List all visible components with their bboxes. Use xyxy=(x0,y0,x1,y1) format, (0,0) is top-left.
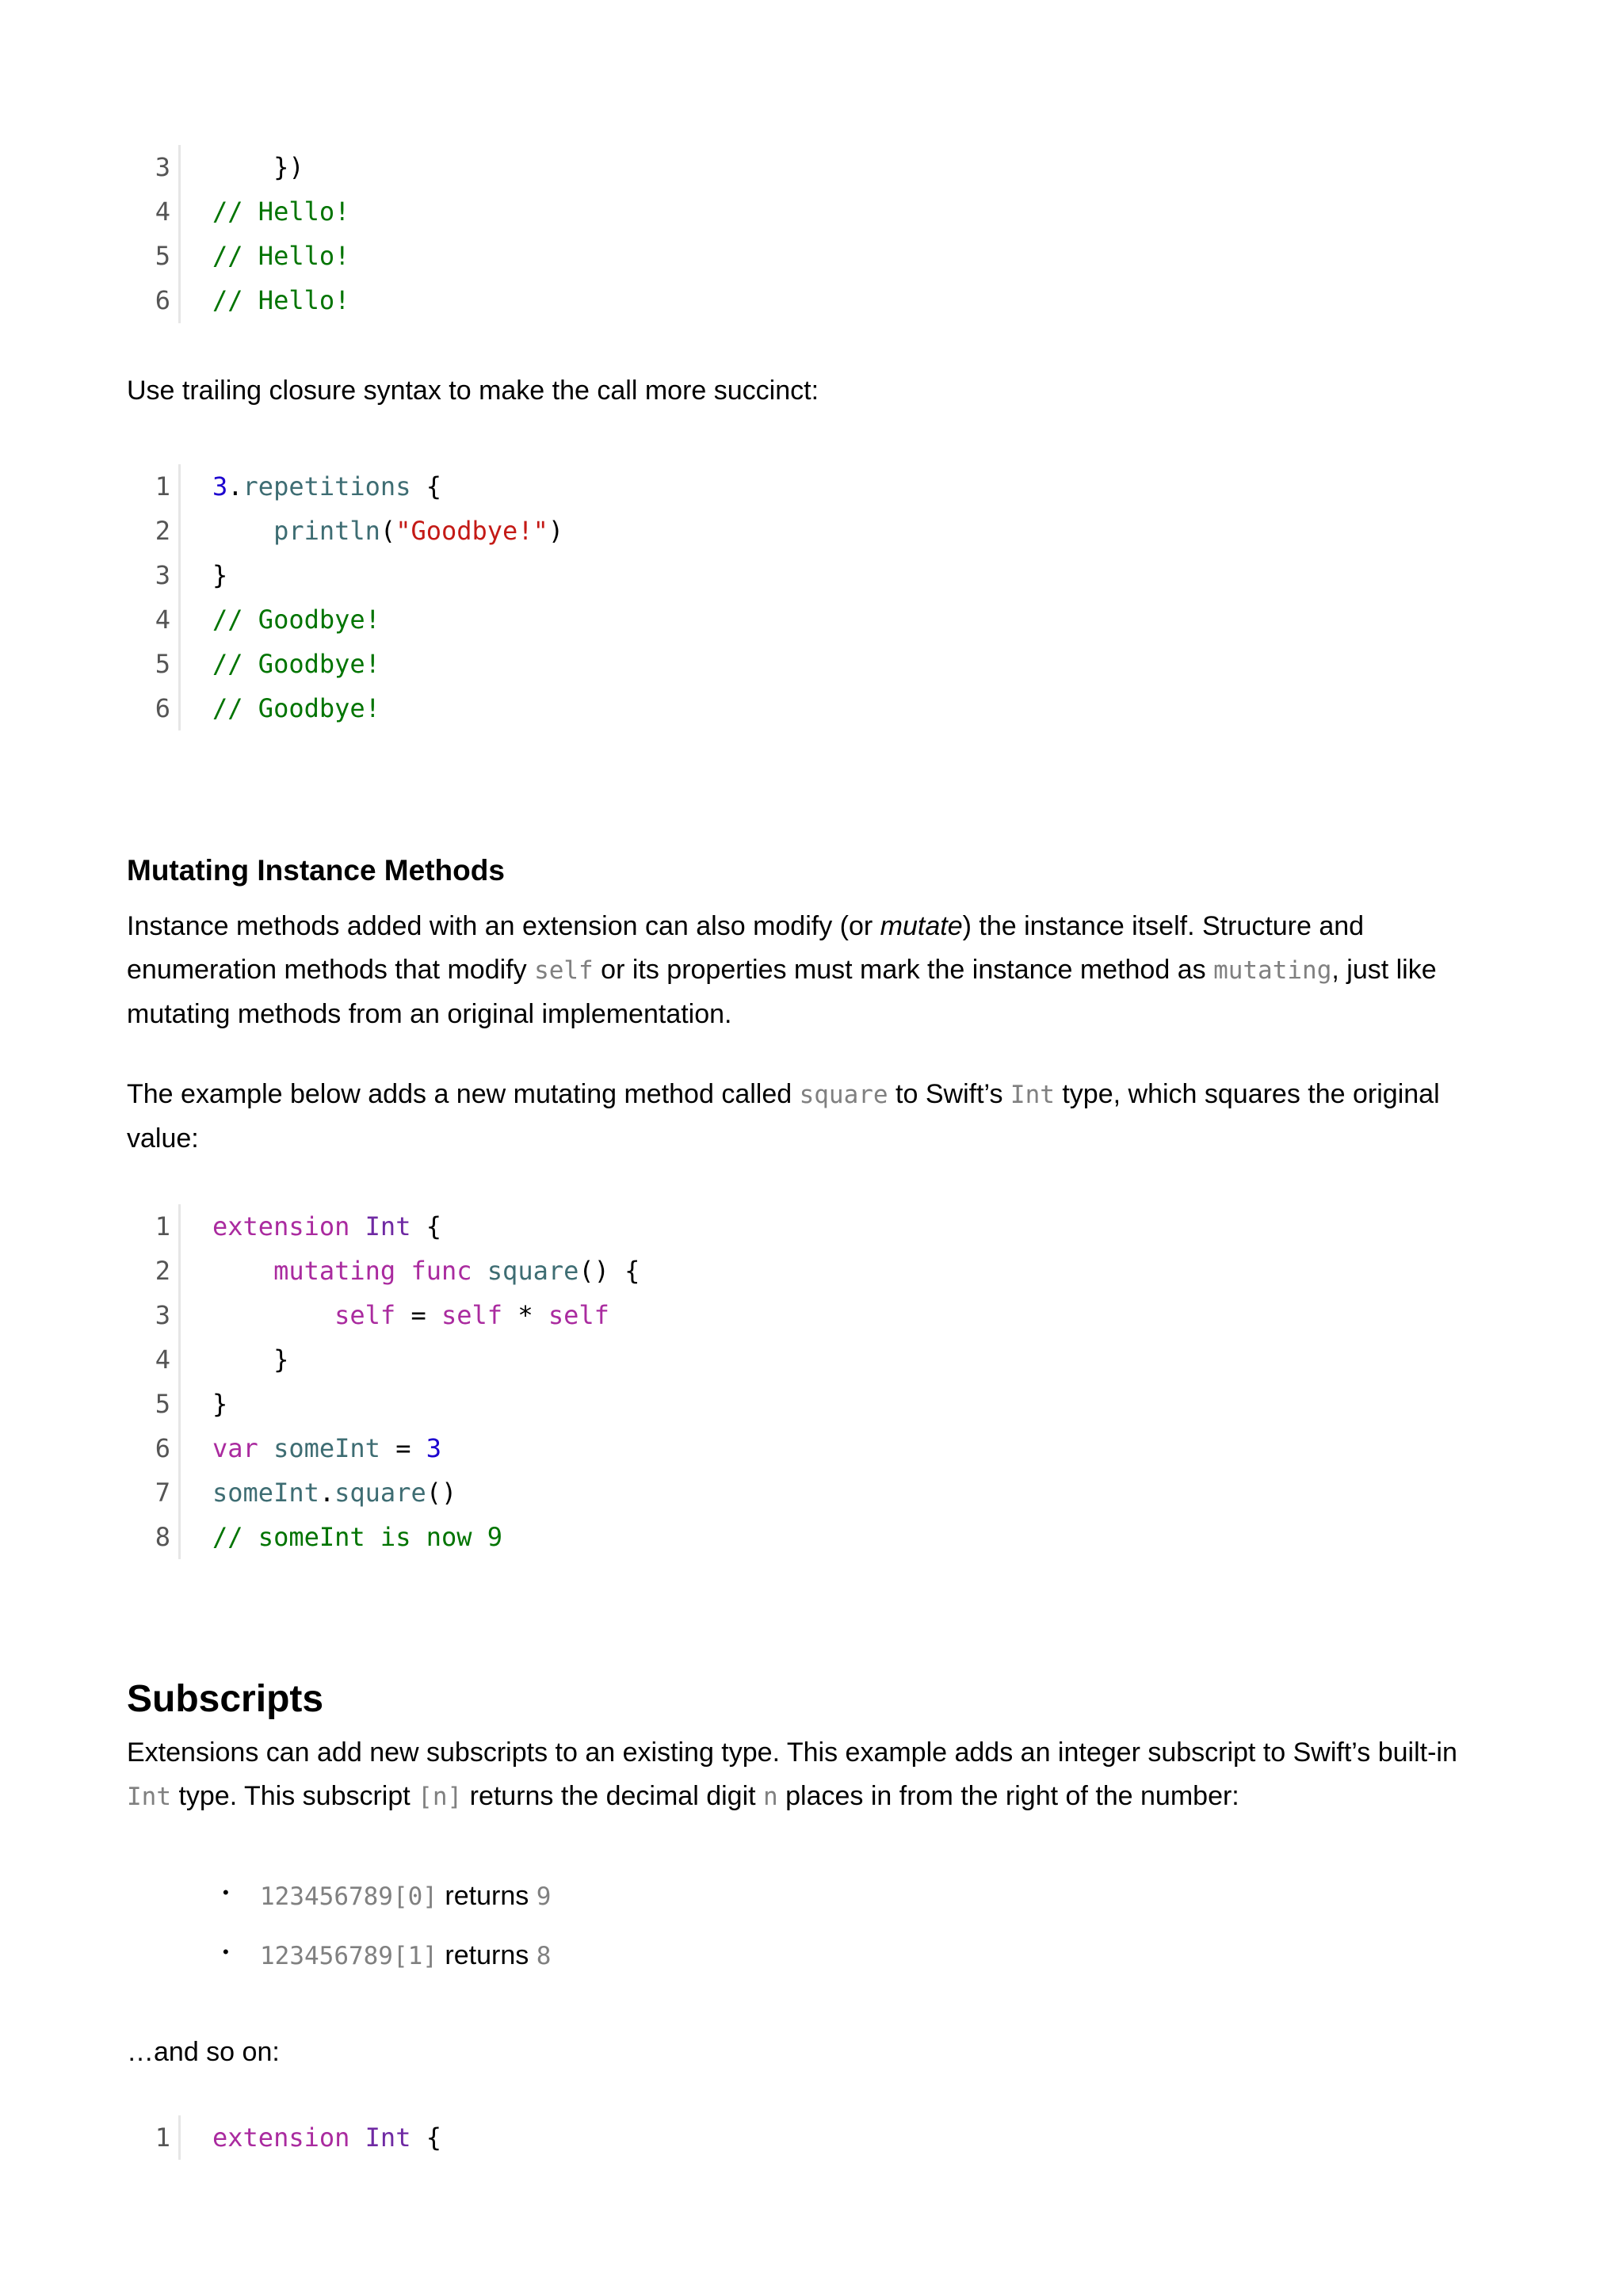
code-text: // Hello! xyxy=(212,285,350,315)
line-number: 4 xyxy=(155,1344,170,1375)
line-number: 3 xyxy=(155,560,170,590)
heading-mutating-instance-methods: Mutating Instance Methods xyxy=(127,854,505,887)
code-text: self = self * self xyxy=(334,1300,609,1330)
line-number: 6 xyxy=(155,693,170,723)
code-text: } xyxy=(212,560,228,590)
code-text: mutating func square() { xyxy=(273,1256,640,1286)
paragraph-mutating-1: Instance methods added with an extension can also modify (or mutate) the instance itself. Structure and enumeration methods that modify self or its properties must mark the instance method as mutating, just like mutating methods from an original implementation. xyxy=(127,911,1437,1029)
code-gutter xyxy=(178,2115,181,2160)
inline-code-subscript-n: [n] xyxy=(418,1783,463,1811)
line-number: 1 xyxy=(155,471,170,502)
code-text: } xyxy=(212,1344,289,1375)
code-text: }) xyxy=(212,152,304,182)
code-text: // Hello! xyxy=(212,241,350,271)
line-number: 5 xyxy=(155,1389,170,1419)
line-number: 5 xyxy=(155,649,170,679)
line-number: 2 xyxy=(155,516,170,546)
bullet-icon: • xyxy=(223,1942,229,1962)
line-number: 7 xyxy=(155,1478,170,1508)
line-number: 2 xyxy=(155,1256,170,1286)
line-number: 1 xyxy=(155,2122,170,2153)
document-page: 3 }) 4 // Hello! 5 // Hello! 6 // Hello! Use trailing closure syntax to make the call more succinct: 1 3.repetitions { 2 println("Goodbye!") 3 } 4 // Goodbye! 5 // Goodbye! 6 // Goodbye! Mutating Instance Methods Instance methods added with an extension can also modify (or mutate) the instance itself. Structure and enumeration methods that modify self or its properties must mark the instance method as mutating, just like mutating methods from an original implementation. The example below adds a new mutating method called square to Swift’s Int type, which squares the original value: 1 extension Int { 2 mutating func square() { 3 self = self * self 4 } 5 } 6 var someInt = 3 7 someInt.square() 8 // someInt is now 9 Subscripts Extensions can add new subscripts to an existing type. This example adds an integer subscript to Swift’s built-in Int type. This subscript [n] returns the decimal digit n places in from the right of the number: • 123456789[0] returns 9 • 123456789[1] returns 8 …and so on: 1 extension Int { xyxy=(0,0,1623,2296)
code-text: var someInt = 3 xyxy=(212,1433,441,1463)
code-text: extension Int { xyxy=(212,1211,441,1241)
code-text: println("Goodbye!") xyxy=(273,516,564,546)
code-gutter xyxy=(178,145,181,323)
inline-code-mutating: mutating xyxy=(1213,956,1332,985)
line-number: 5 xyxy=(155,241,170,271)
line-number: 8 xyxy=(155,1522,170,1552)
code-text: someInt.square() xyxy=(212,1478,457,1508)
heading-subscripts: Subscripts xyxy=(127,1678,324,1720)
inline-code-square: square xyxy=(799,1081,888,1109)
line-number: 3 xyxy=(155,152,170,182)
code-text: // Goodbye! xyxy=(212,649,380,679)
code-text: 3.repetitions { xyxy=(212,471,441,502)
line-number: 1 xyxy=(155,1211,170,1241)
code-text: // Hello! xyxy=(212,196,350,227)
paragraph-subscripts: Extensions can add new subscripts to an existing type. This example adds an integer subscript to Swift’s built-in Int type. This subscript [n] returns the decimal digit n places in from the right of the number: xyxy=(127,1737,1457,1811)
inline-code-int: Int xyxy=(1010,1081,1055,1109)
line-number: 4 xyxy=(155,605,170,635)
paragraph-and-so-on: …and so on: xyxy=(127,2037,280,2067)
line-number: 4 xyxy=(155,196,170,227)
line-number: 6 xyxy=(155,1433,170,1463)
code-text: // Goodbye! xyxy=(212,693,380,723)
line-number: 3 xyxy=(155,1300,170,1330)
paragraph-mutating-2: The example below adds a new mutating method called square to Swift’s Int type, which squares the original value: xyxy=(127,1079,1440,1154)
line-number: 6 xyxy=(155,285,170,315)
inline-code-int: Int xyxy=(127,1783,171,1811)
code-text: } xyxy=(212,1389,228,1419)
paragraph-trailing-closure: Use trailing closure syntax to make the call more succinct: xyxy=(127,376,819,406)
code-text: extension Int { xyxy=(212,2122,441,2153)
code-gutter xyxy=(178,464,181,730)
code-text: // someInt is now 9 xyxy=(212,1522,503,1552)
code-gutter xyxy=(178,1204,181,1559)
code-text: // Goodbye! xyxy=(212,605,380,635)
inline-code-self: self xyxy=(534,956,594,985)
bullet-icon: • xyxy=(223,1882,229,1902)
inline-code-n: n xyxy=(763,1783,778,1811)
